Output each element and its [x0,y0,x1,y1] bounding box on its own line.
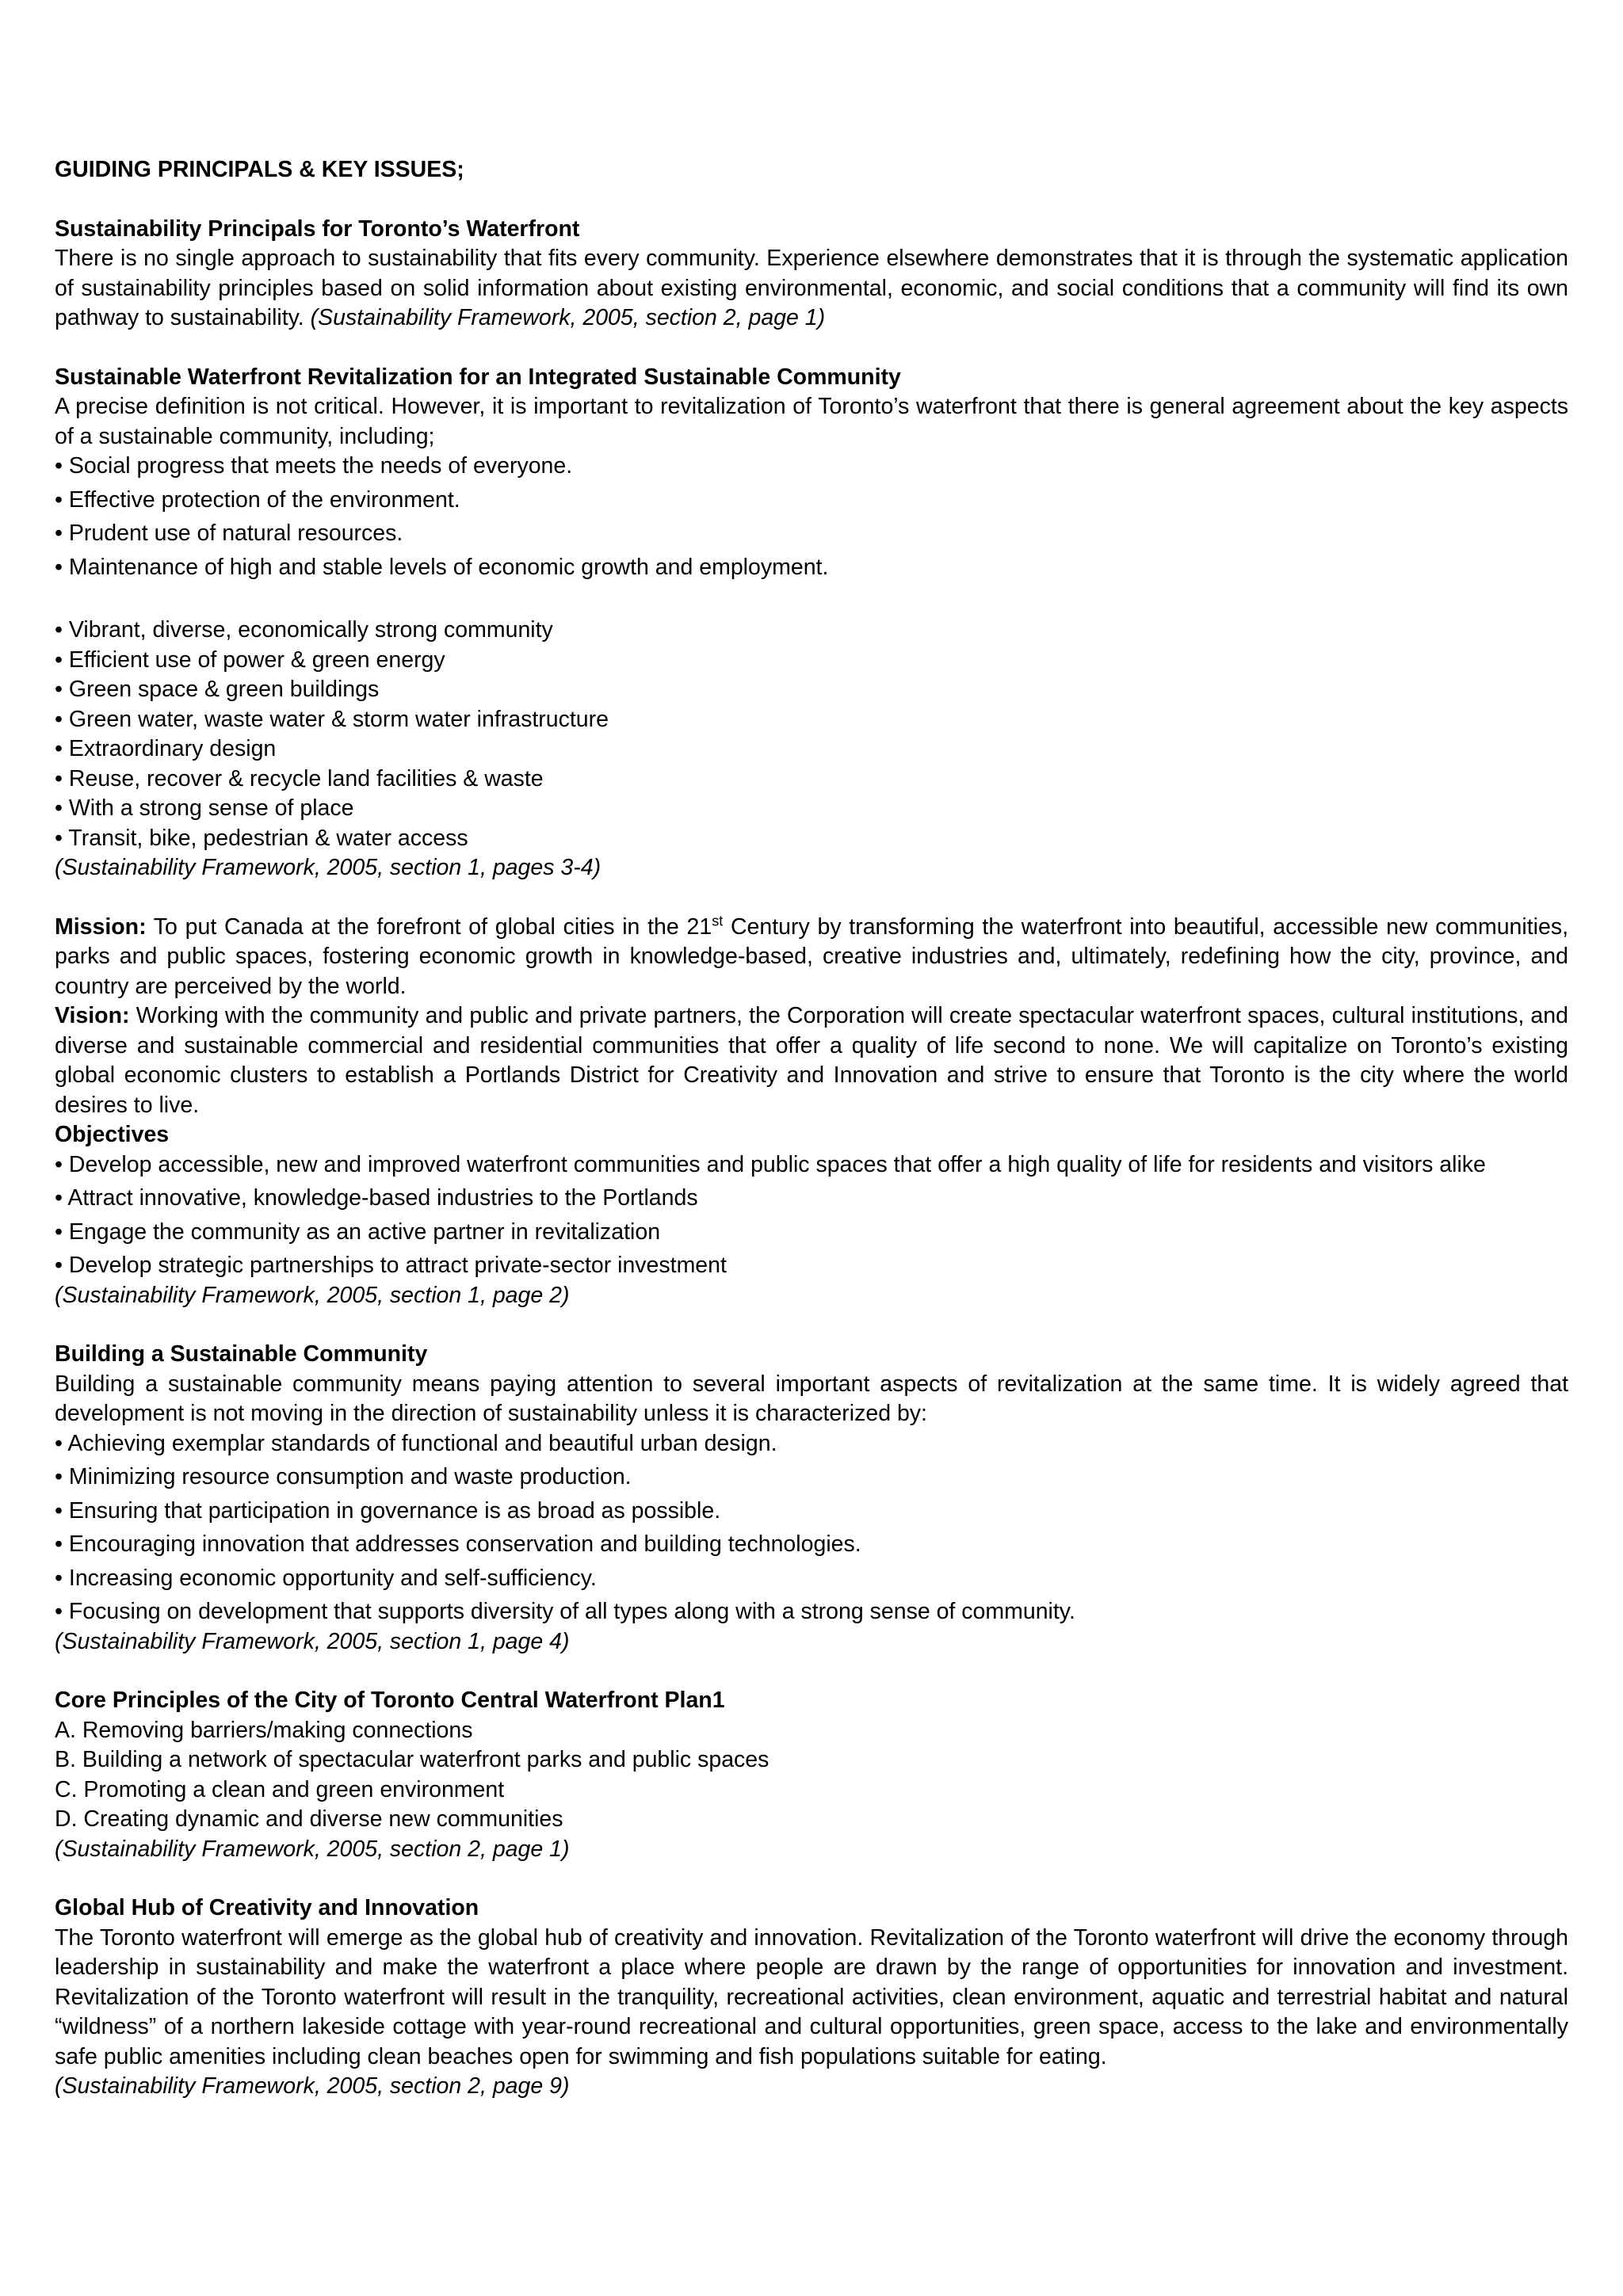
vision-label: Vision: [55,1003,130,1028]
section-integrated-community [55,363,1568,883]
vision-paragraph [55,1001,1568,1120]
citation: (Sustainability Framework, 2005, section 1, page 2) [55,1282,570,1308]
list-item: • Green water, waste water & storm water infrastructure [55,706,609,732]
mission-text: To put Canada at the forefront of global cities in the 21 [146,913,712,940]
list-item: B. Building a network of spectacular waterfront parks and public spaces [55,1747,769,1772]
list-item: • Focusing on development that supports diversity of all types along with a strong sense of community. [55,1599,1075,1624]
section-global-hub [55,1894,1568,2102]
list-item: • Minimizing resource consumption and waste production. [55,1464,632,1489]
citation: (Sustainability Framework, 2005, section 2, page 9) [55,2073,570,2099]
mission-label: Mission: [55,913,147,940]
list-item: • Attract innovative, knowledge-based industries to the Portlands [55,1185,698,1211]
citation: (Sustainability Framework, 2005, section 2, page 1) [310,305,826,330]
objectives-label: Objectives [55,1122,170,1147]
section-body: A precise definition is not critical. However, it is important to revitalization of Toronto’s waterfront that there is general agreement about the key aspects of a sustainable community, including; [55,394,1568,449]
vision-text: Working with the community and public and private partners, the Corporation will create spectacular waterfront spaces, cultural institutions, and diverse and sustainable commercial and residential communities that offer a quality of life second to none. We will capitalize on Toronto’s existing global economic clusters to establish a Portlands District for Creativity and Innovation and strive to ensure that Toronto is the city where the world desires to live. [55,1003,1568,1118]
section-heading: Core Principles of the City of Toronto Central Waterfront Plan1 [55,1688,725,1713]
list-item: • Develop accessible, new and improved waterfront communities and public spaces that offer a high quality of life for residents and visitors alike [55,1151,1486,1177]
list-item: • Ensuring that participation in governance is as broad as possible. [55,1497,721,1524]
document-title: GUIDING PRINCIPALS & KEY ISSUES; [55,157,464,182]
section-body [55,244,1568,334]
list-item: • Social progress that meets the needs of everyone. [55,453,573,479]
key-aspects-list [55,452,1568,582]
section-heading: Building a Sustainable Community [55,1341,428,1367]
list-item: • Reuse, recover & recycle land facilities & waste [55,765,544,791]
section-heading: Sustainability Principals for Toronto’s Waterfront [55,215,580,242]
mission-paragraph [55,913,1568,1002]
objectives-list [55,1150,1568,1281]
list-item: • Encouraging innovation that addresses conservation and building technologies. [55,1531,861,1557]
list-item: • Maintenance of high and stable levels of economic growth and employment. [55,554,829,580]
body-text: There is no single approach to sustainability that fits every community. Experience elsewhere demonstrates that it is through the systematic application of sustainability principles based on solid information about existing environmental, economic, and social conditions that a community will find its own pathway to sustainability. [55,246,1568,330]
section-core-principles [55,1686,1568,1864]
list-item: • With a strong sense of place [55,795,354,821]
characteristics-list [55,1429,1568,1627]
section-building-community [55,1340,1568,1657]
list-item: A. Removing barriers/making connections [55,1717,473,1743]
citation: (Sustainability Framework, 2005, section 2, page 1) [55,1836,570,1862]
list-item: • Prudent use of natural resources. [55,521,403,546]
citation: (Sustainability Framework, 2005, section 1, page 4) [55,1628,570,1654]
list-item: • Effective protection of the environment. [55,486,460,513]
list-item: C. Promoting a clean and green environment [55,1776,505,1802]
list-item: • Efficient use of power & green energy [55,646,445,673]
section-sustainability-principals [55,215,1568,334]
citation: (Sustainability Framework, 2005, section 1, pages 3-4) [55,855,601,880]
list-item: • Develop strategic partnerships to attract private-sector investment [55,1253,727,1278]
list-item: D. Creating dynamic and diverse new communities [55,1806,563,1832]
ordinal-suffix: st [712,913,724,929]
list-item: • Achieving exemplar standards of functional and beautiful urban design. [55,1430,777,1456]
list-item: • Transit, bike, pedestrian & water access [55,825,468,851]
section-body: The Toronto waterfront will emerge as the global hub of creativity and innovation. Revitalization of the Toronto waterfront will drive the economy through leadership in sustainability and make the waterfront a place where people are drawn by the range of opportunities for innovation and investment. Revitalization of the Toronto waterfront will result in the tranquility, recreational activities, clean environment, aquatic and terrestrial habitat and natural “wildness” of a northern lakeside cottage with year-round recreational and cultural opportunities, green space, access to the lake and environmentally safe public amenities including clean beaches open for swimming and fish populations suitable for eating. [55,1924,1568,2069]
section-body: Building a sustainable community means paying attention to several important aspects of revitalization at the same time. It is widely agreed that development is not moving in the direction of sustainability unless it is characterized by: [55,1371,1568,1426]
community-features-list [55,616,1568,853]
section-heading: Sustainable Waterfront Revitalization for an Integrated Sustainable Community [55,364,901,390]
list-item: • Vibrant, diverse, economically strong community [55,617,553,643]
section-mission-vision [55,913,1568,1311]
list-item: • Increasing economic opportunity and self-sufficiency. [55,1565,597,1591]
list-item: • Engage the community as an active partner in revitalization [55,1219,661,1245]
principles-list [55,1716,1568,1835]
list-item: • Green space & green buildings [55,677,380,702]
section-heading: Global Hub of Creativity and Innovation [55,1895,479,1920]
mission-text-cont: Century by transforming the waterfront into beautiful, accessible new communities, parks and public spaces, fostering economic growth in knowledge-based, creative industries and, ultimately, redefining how the city, province, and country are perceived by the world. [55,913,1568,999]
list-item: • Extraordinary design [55,736,277,761]
